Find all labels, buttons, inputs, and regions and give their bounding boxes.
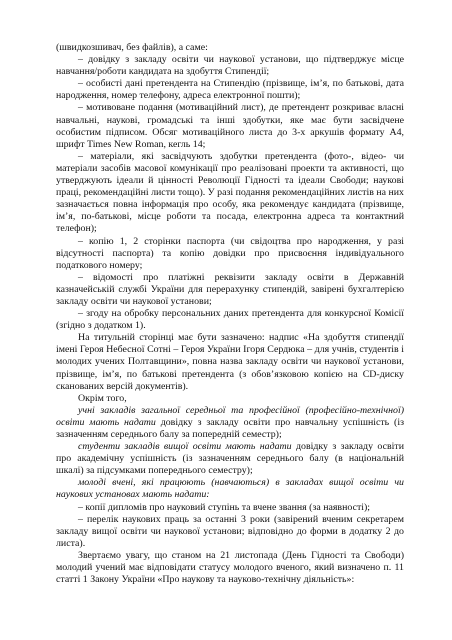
paragraph: молоді вчені, які працюють (навчаються) в закладах вищої освіти чи наукових установах мають надати: xyxy=(56,477,404,501)
paragraph: (швидкозшивач, без файлів), а саме: xyxy=(56,42,208,53)
paragraph: – відомості про платіжні реквізити закладу освіти в Державній казначейській службі України для перерахунку стипендій, завірені бухгалтерією закладу освіти чи наукової установи; xyxy=(56,271,404,307)
paragraph: – згоду на обробку персональних даних претендента для конкурсної Комісії (згідно з додатком 1). xyxy=(56,308,404,332)
italic-text: студенти закладів вищої освіти мають надати xyxy=(78,441,292,453)
paragraph xyxy=(56,405,404,441)
paragraph: – матеріали, які засвідчують здобутки претендента (фото-, відео- чи матеріали засобів масової комунікації про реалізовані проекти та активності, що утверджують ідеали й цінності Революції Гідності та ідеали Свободи; наукові праці, рекомендаційні листи тощо). У разі подання рекомендаційних листів на них зазначається повна інформація про особу, яка рекомендує кандидата (прізвище, ім’я, по-батькові, місце роботи та посада, електронна адреса та контактний телефон); xyxy=(56,150,404,235)
paragraph-text: довідку з закладу освіти про навчальну успішність (із зазначенням середнього балу за попередній семестр); xyxy=(56,416,404,440)
italic-text: учні закладів загальної середньої та професійної (професійно-технічної) освіти мають надати xyxy=(56,404,404,428)
paragraph: Звертаємо увагу, що станом на 21 листопада (День Гідності та Свободи) молодий учений має відповідати статусу молодого вченого, який визначено п. 11 статті 1 Закону України «Про наукову та науково-технічну діяльність»: xyxy=(56,549,404,586)
paragraph: – копію 1, 2 сторінки паспорта (чи свідоцтва про народження, у разі відсутності паспорта) та копію довідки про присвоєння індивідуального податкового номеру; xyxy=(56,235,404,271)
paragraph: – довідку з закладу освіти чи наукової установи, що підтверджує місце навчання/роботи кандидата на здобуття Стипендії; xyxy=(56,54,404,78)
paragraph: На титульній сторінці має бути зазначено: надпис «На здобуття стипендії імені Героя Небесної Сотні – Героя України Ігоря Сердюка – для учнів, студентів і молодих учених Полтавщини», повна назва закладу освіти чи наукової установи, прізвище, ім’я, по батькові претендента (з обов’язковою копією на CD-диску сканованих версій документів). xyxy=(56,332,404,392)
document-page xyxy=(56,42,404,586)
paragraph xyxy=(56,441,404,477)
paragraph: – мотивоване подання (мотиваційний лист), де претендент розкриває власні навчальні, наукові, громадські та інші здобутки, яке має бути засвідчене особистим підписом. Обсяг мотиваційного листа до 3-х аркушів формату А4, шрифт Times New Roman, кегль 14; xyxy=(56,102,404,150)
paragraph: Окрім того, xyxy=(78,392,127,404)
paragraph-text: довідку з закладу освіти про академічну успішність (із зазначенням середнього балу (в національній шкалі) за підсумками попереднього семестру); xyxy=(56,441,404,477)
paragraph: – копії дипломів про науковий ступінь та вчене звання (за наявності); xyxy=(78,501,371,513)
paragraph: – особисті дані претендента на Стипендію (прізвище, ім’я, по батькові, дата народження, номер телефону, адреса електронної пошти); xyxy=(56,78,404,102)
paragraph: – перелік наукових праць за останні 3 роки (завірений вченим секретарем закладу вищої освіти чи наукової установи; відповідно до форми в додатку 2 до листа). xyxy=(56,513,404,549)
